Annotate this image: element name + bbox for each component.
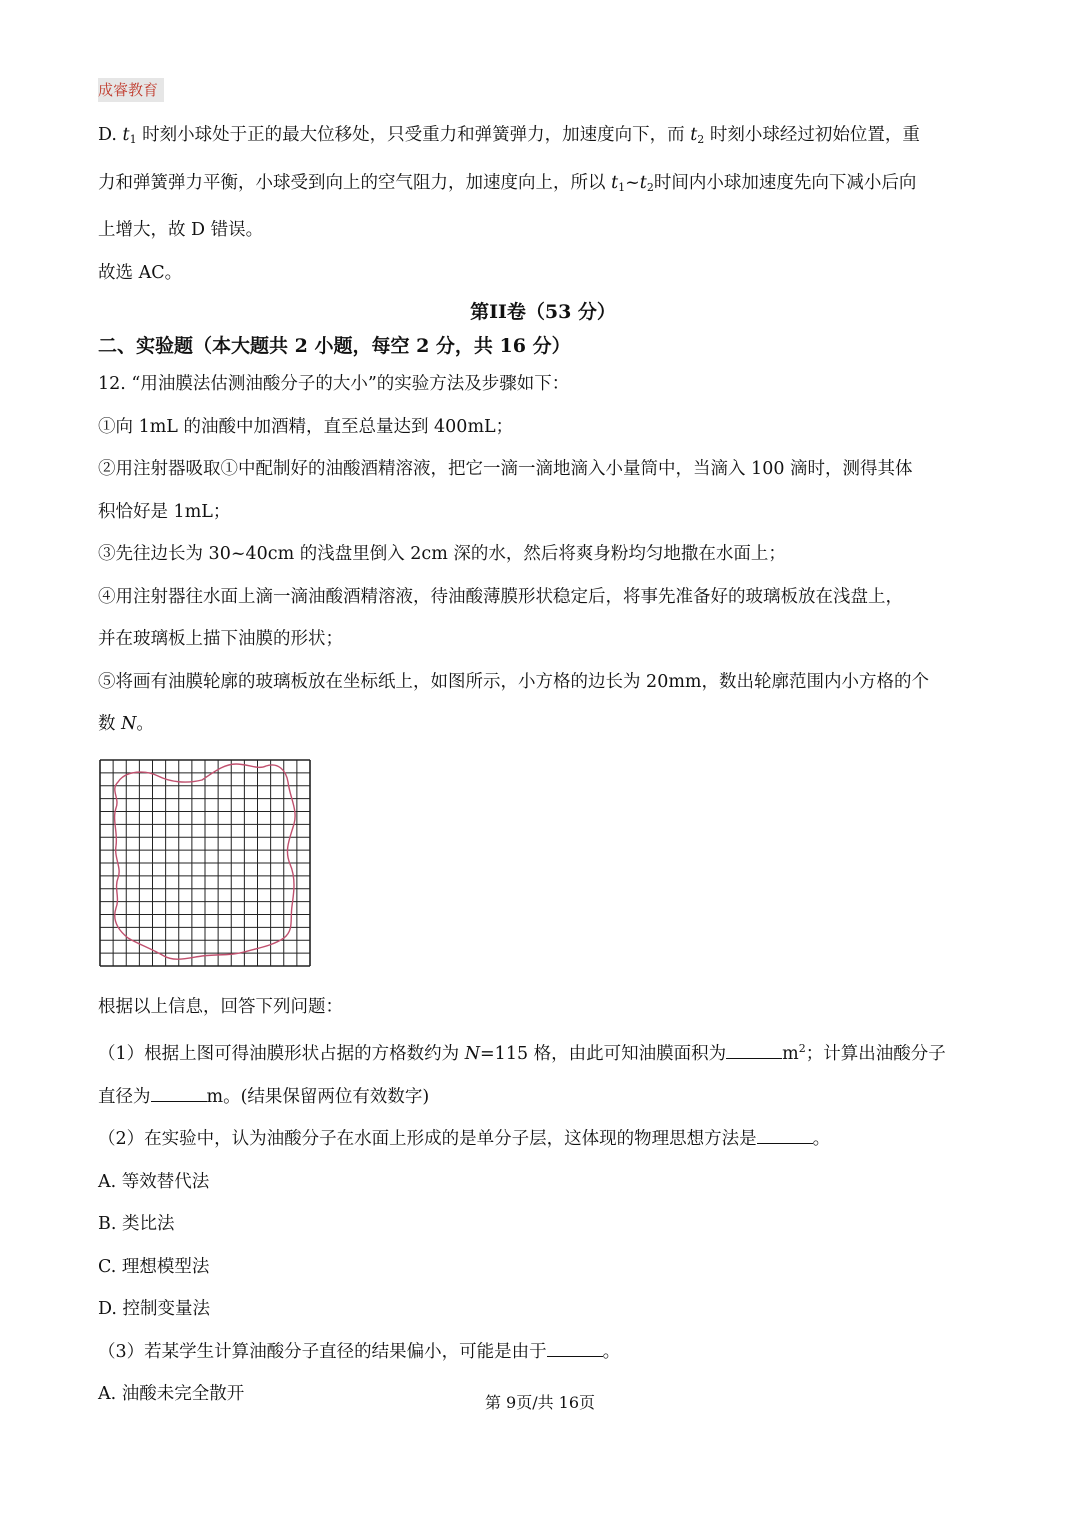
answer-conclusion: 故选 AC。	[98, 262, 183, 283]
step-4-line-2: 并在玻璃板上描下油膜的形状；	[98, 629, 343, 649]
option-d: D. 控制变量法	[98, 1299, 211, 1319]
section-heading: 二、实验题（本大题共 2 小题，每空 2 分，共 16 分）	[98, 335, 571, 357]
sub-question-2: （2）在实验中，认为油酸分子在水面上形成的是单分子层，这体现的物理思想方法是 。	[98, 1118, 988, 1161]
option-a: A. 等效替代法	[98, 1171, 210, 1192]
step-3: ③先往边长为 30~40cm 的浅盘里倒入 2cm 深的水，然后将爽身粉均匀地撒在水面上；	[98, 544, 786, 564]
grid-paper	[98, 758, 314, 970]
option-3-a: A. 油酸未完全散开	[98, 1384, 245, 1404]
answer-blank-method[interactable]	[757, 1126, 813, 1144]
answer-blank-diameter[interactable]	[151, 1084, 207, 1102]
answer-d-line-2: 力和弹簧弹力平衡，小球受到向上的空气阻力，加速度向上，所以 $t_1\sim t_2$时间内小球加速度先向下减小后向	[98, 172, 917, 194]
step-1: ①向 1mL 的油酸中加酒精，直至总量达到 400mL；	[98, 416, 514, 437]
oil-film-figure	[98, 758, 314, 970]
document-page	[98, 78, 988, 1416]
step-2-line-2: 积恰好是 1mL；	[98, 501, 231, 522]
answer-d-line-1: D. $t_1$ 时刻小球处于正的最大位移处，只受重力和弹簧弹力，加速度向下，而 $t_2$ 时刻小球经过初始位置，重	[98, 125, 920, 146]
sub-question-1-line-1: （1）根据上图可得油膜形状占据的方格数约为 N=115 格，由此可知油膜面积为 $m^2$；计算出油酸分子	[98, 1042, 946, 1064]
prompt: 根据以上信息，回答下列问题：	[98, 996, 343, 1017]
grid-lines	[100, 760, 310, 966]
answer-d-line-3: 上增大，故 D 错误。	[98, 220, 264, 240]
part-title: 第II卷（53 分）	[470, 301, 616, 323]
step-4-line-1: ④用注射器往水面上滴一滴油酸酒精溶液，待油酸薄膜形状稳定后，将事先准备好的玻璃板放在浅盘上，	[98, 586, 903, 607]
option-b: B. 类比法	[98, 1214, 175, 1234]
option-c: C. 理想模型法	[98, 1256, 210, 1277]
page-footer: 第 9页/共 16页	[484, 1393, 596, 1412]
question-12-intro: 12. “用油膜法估测油酸分子的大小”的实验方法及步骤如下：	[98, 374, 570, 394]
step-5-line-1: ⑤将画有油膜轮廓的玻璃板放在坐标纸上，如图所示，小方格的边长为 20mm，数出轮廓范围内小方格的个	[98, 671, 930, 692]
sub-question-3: （3）若某学生计算油酸分子直径的结果偏小，可能是由于 。	[98, 1331, 988, 1374]
step-5-line-2: 数 N。	[98, 714, 154, 734]
answer-blank-reason[interactable]	[547, 1339, 603, 1357]
sub-question-1-line-2: 直径为 m。(结果保留两位有效数字)	[98, 1076, 988, 1119]
step-2-line-1: ②用注射器吸取①中配制好的油酸酒精溶液，把它一滴一滴地滴入小量筒中，当滴入 100 滴时，测得其体	[98, 459, 913, 479]
answer-blank-area[interactable]	[726, 1041, 782, 1059]
publisher-badge: 成睿教育	[98, 78, 164, 102]
